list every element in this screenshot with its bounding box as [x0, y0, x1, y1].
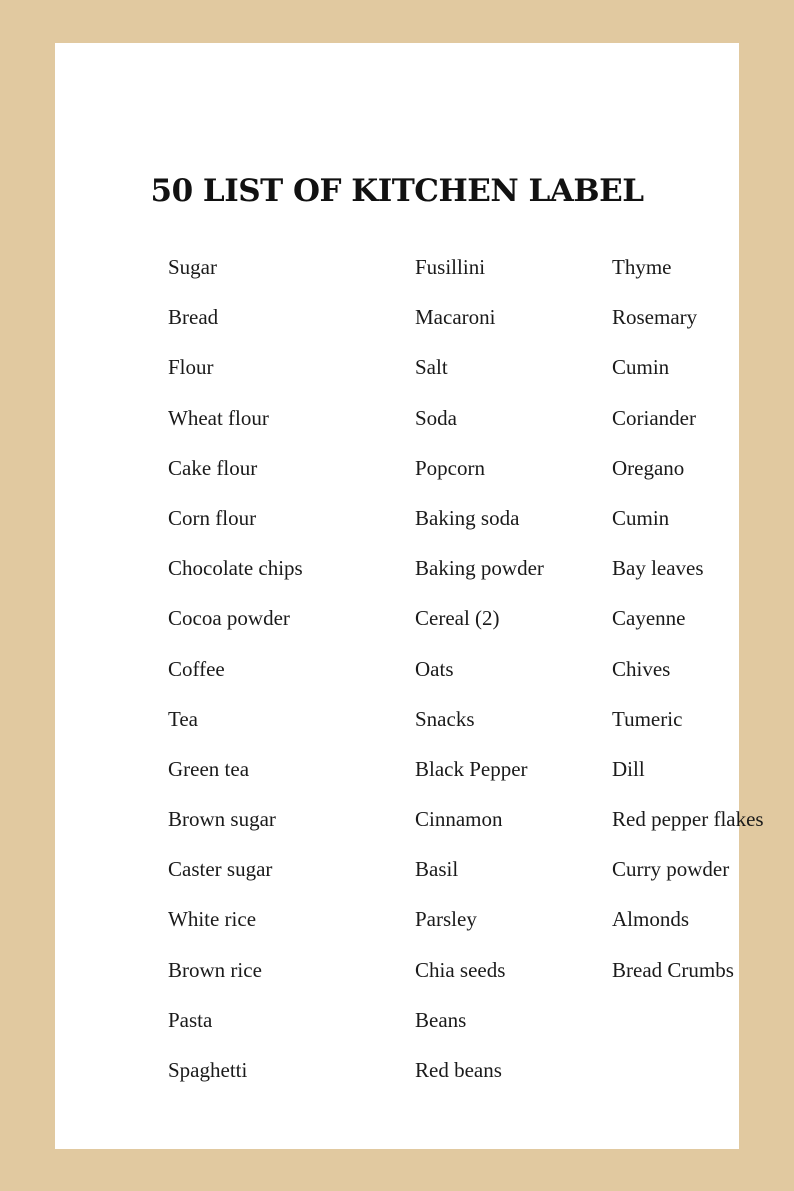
label-item: Snacks [415, 706, 475, 731]
label-item: Tea [168, 706, 199, 731]
label-item: Corn flour [168, 505, 257, 530]
label-item: Black Pepper [415, 756, 528, 781]
label-item: Cumin [612, 505, 670, 530]
label-item: Baking powder [415, 556, 544, 581]
label-item: Chives [612, 656, 671, 681]
label-item: Dill [612, 756, 645, 781]
label-item: Bread [168, 305, 219, 330]
label-item: Oregano [612, 455, 685, 480]
label-item: Brown sugar [168, 807, 276, 832]
label-item: Parsley [415, 907, 477, 932]
label-item: Cayenne [612, 606, 686, 631]
label-item: Bay leaves [612, 556, 704, 581]
label-item: Chia seeds [415, 957, 506, 982]
label-item: Cereal (2) [415, 606, 500, 631]
label-item: Red pepper flakes [612, 807, 764, 832]
label-column-1 [168, 249, 303, 1102]
label-item: Bread Crumbs [612, 957, 734, 982]
label-item: Cinnamon [415, 807, 503, 832]
label-item: Cake flour [168, 455, 258, 480]
label-sheet [55, 43, 764, 1149]
label-column-2 [415, 249, 544, 1102]
label-item: Cumin [612, 355, 670, 380]
label-item: Baking soda [415, 505, 520, 530]
label-item: Coriander [612, 405, 696, 430]
label-item: Basil [415, 857, 459, 882]
label-item: Almonds [612, 907, 690, 932]
label-item: Thyme [612, 255, 672, 279]
label-item: Spaghetti [168, 1058, 248, 1082]
label-item: Wheat flour [168, 405, 269, 430]
page-title: 50 LIST OF KITCHEN LABEL [150, 173, 644, 209]
label-item: Coffee [168, 656, 225, 681]
label-item: Soda [415, 405, 457, 430]
label-item: Tumeric [612, 706, 683, 731]
label-item: Red beans [415, 1058, 502, 1082]
label-column-3 [612, 249, 764, 1002]
label-item: Pasta [168, 1007, 213, 1032]
label-item: Caster sugar [168, 857, 273, 882]
label-item: Salt [415, 355, 448, 380]
label-item: Flour [168, 355, 214, 380]
label-item: Sugar [168, 255, 217, 279]
label-item: Oats [415, 656, 454, 681]
label-item: Cocoa powder [168, 606, 290, 631]
label-item: Green tea [168, 756, 250, 781]
label-item: Chocolate chips [168, 556, 303, 581]
label-item: Rosemary [612, 305, 698, 330]
label-item: Brown rice [168, 957, 262, 982]
label-item: Curry powder [612, 857, 730, 882]
label-item: Fusillini [415, 255, 486, 279]
label-item: Beans [415, 1007, 467, 1032]
label-item: Popcorn [415, 455, 485, 480]
label-item: White rice [168, 907, 257, 932]
label-item: Macaroni [415, 305, 496, 330]
